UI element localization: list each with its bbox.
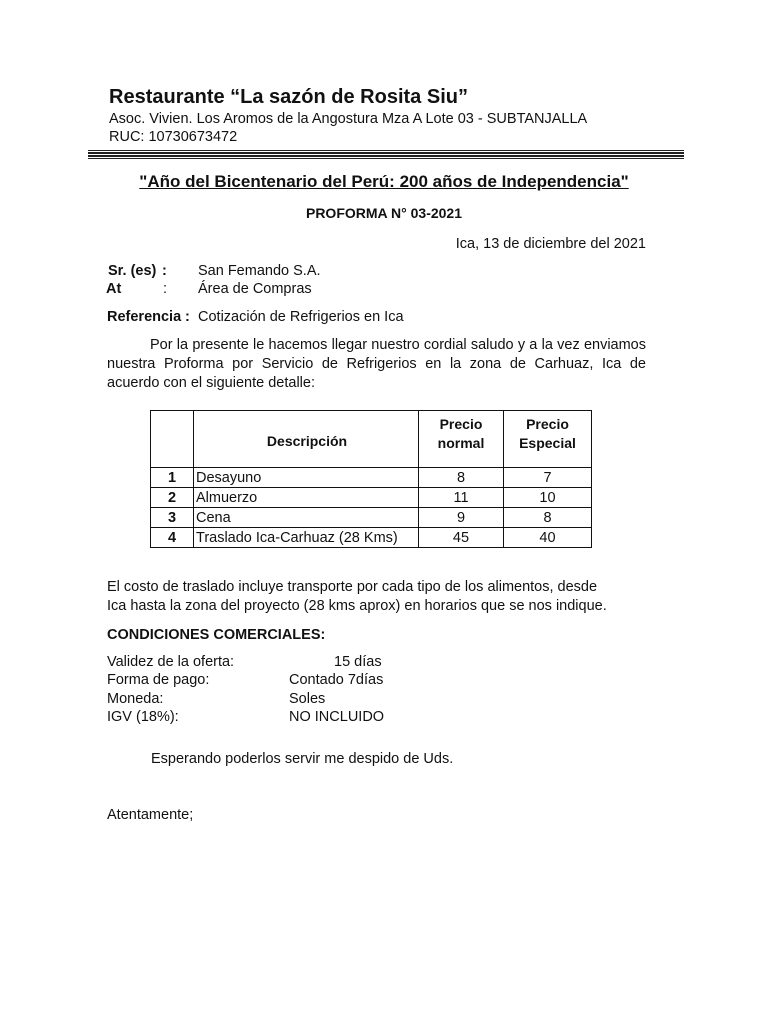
header-special-line2: Especial — [519, 435, 576, 451]
condition-payment-label: Forma de pago: — [107, 672, 210, 688]
row-number: 3 — [151, 508, 194, 528]
signoff-line: Atentamente; — [107, 807, 194, 823]
condition-currency-value: Soles — [289, 691, 326, 707]
table-row — [151, 508, 592, 528]
divider-line-2 — [88, 152, 684, 154]
condition-validity-label: Validez de la oferta: — [107, 654, 235, 670]
header-special-line1: Precio — [526, 416, 569, 432]
header-num-cell — [151, 411, 194, 468]
at-value: Área de Compras — [198, 281, 312, 297]
row-special-price: 40 — [504, 528, 592, 548]
row-description: Traslado Ica-Carhuaz (28 Kms) — [194, 528, 419, 548]
divider-line-4 — [88, 158, 684, 159]
business-ruc: RUC: 10730673472 — [109, 129, 238, 145]
condition-payment-value: Contado 7días — [289, 672, 384, 688]
divider-line-3 — [88, 155, 684, 157]
row-description: Cena — [194, 508, 419, 528]
header-normal-line2: normal — [437, 435, 485, 451]
row-number: 4 — [151, 528, 194, 548]
row-special-price: 10 — [504, 488, 592, 508]
condition-igv-value: NO INCLUIDO — [289, 709, 385, 725]
row-special-price: 8 — [504, 508, 592, 528]
header-normal-line1: Precio — [439, 416, 483, 432]
row-normal-price: 8 — [419, 468, 504, 488]
condition-currency-label: Moneda: — [107, 691, 164, 707]
business-address: Asoc. Vivien. Los Aromos de la Angostura Mza A Lote 03 - SUBTANJALLA — [109, 111, 588, 127]
row-description: Almuerzo — [194, 488, 419, 508]
transport-note-line1: El costo de traslado incluye transporte por cada tipo de los alimentos, desde — [107, 579, 598, 595]
sr-colon: : — [162, 263, 167, 279]
sr-value: San Femando S.A. — [198, 263, 321, 279]
table-row — [151, 468, 592, 488]
header-normal-price — [419, 411, 504, 468]
table-row — [151, 488, 592, 508]
transport-note-line2: Ica hasta la zona del proyecto (28 kms aprox) en horarios que se nos indique. — [107, 598, 607, 614]
condition-igv-label: IGV (18%): — [107, 709, 179, 725]
reference-value: Cotización de Refrigerios en Ica — [198, 309, 404, 325]
price-table — [150, 410, 592, 548]
business-name: Restaurante “La sazón de Rosita Siu” — [109, 86, 468, 108]
closing-line: Esperando poderlos servir me despido de Uds. — [151, 751, 454, 767]
divider-line-1 — [88, 150, 684, 151]
sr-label: Sr. (es) — [108, 263, 157, 279]
row-normal-price: 45 — [419, 528, 504, 548]
row-normal-price: 9 — [419, 508, 504, 528]
date-line: Ica, 13 de diciembre del 2021 — [455, 236, 646, 252]
table-header-row — [151, 411, 592, 468]
row-description: Desayuno — [194, 468, 419, 488]
row-number: 1 — [151, 468, 194, 488]
header-description: Descripción — [194, 411, 419, 468]
proforma-title: PROFORMA N° 03-2021 — [305, 205, 462, 221]
at-label: At — [106, 281, 122, 297]
row-normal-price: 11 — [419, 488, 504, 508]
condition-validity-value: 15 días — [334, 654, 382, 670]
row-special-price: 7 — [504, 468, 592, 488]
conditions-title: CONDICIONES COMERCIALES: — [107, 627, 326, 643]
at-colon: : — [163, 281, 168, 297]
intro-paragraph: Por la presente le hacemos llegar nuestro cordial saludo y a la vez enviamos nuestra Proforma por Servicio de Refrigerios en la zona de Carhuaz, Ica de acuerdo con el siguiente detalle: — [107, 337, 646, 391]
table-row — [151, 528, 592, 548]
year-motto: "Año del Bicentenario del Perú: 200 años de Independencia" — [139, 172, 629, 191]
header-special-price — [504, 411, 592, 468]
reference-label: Referencia — [107, 309, 182, 325]
row-number: 2 — [151, 488, 194, 508]
reference-colon: : — [185, 309, 190, 325]
